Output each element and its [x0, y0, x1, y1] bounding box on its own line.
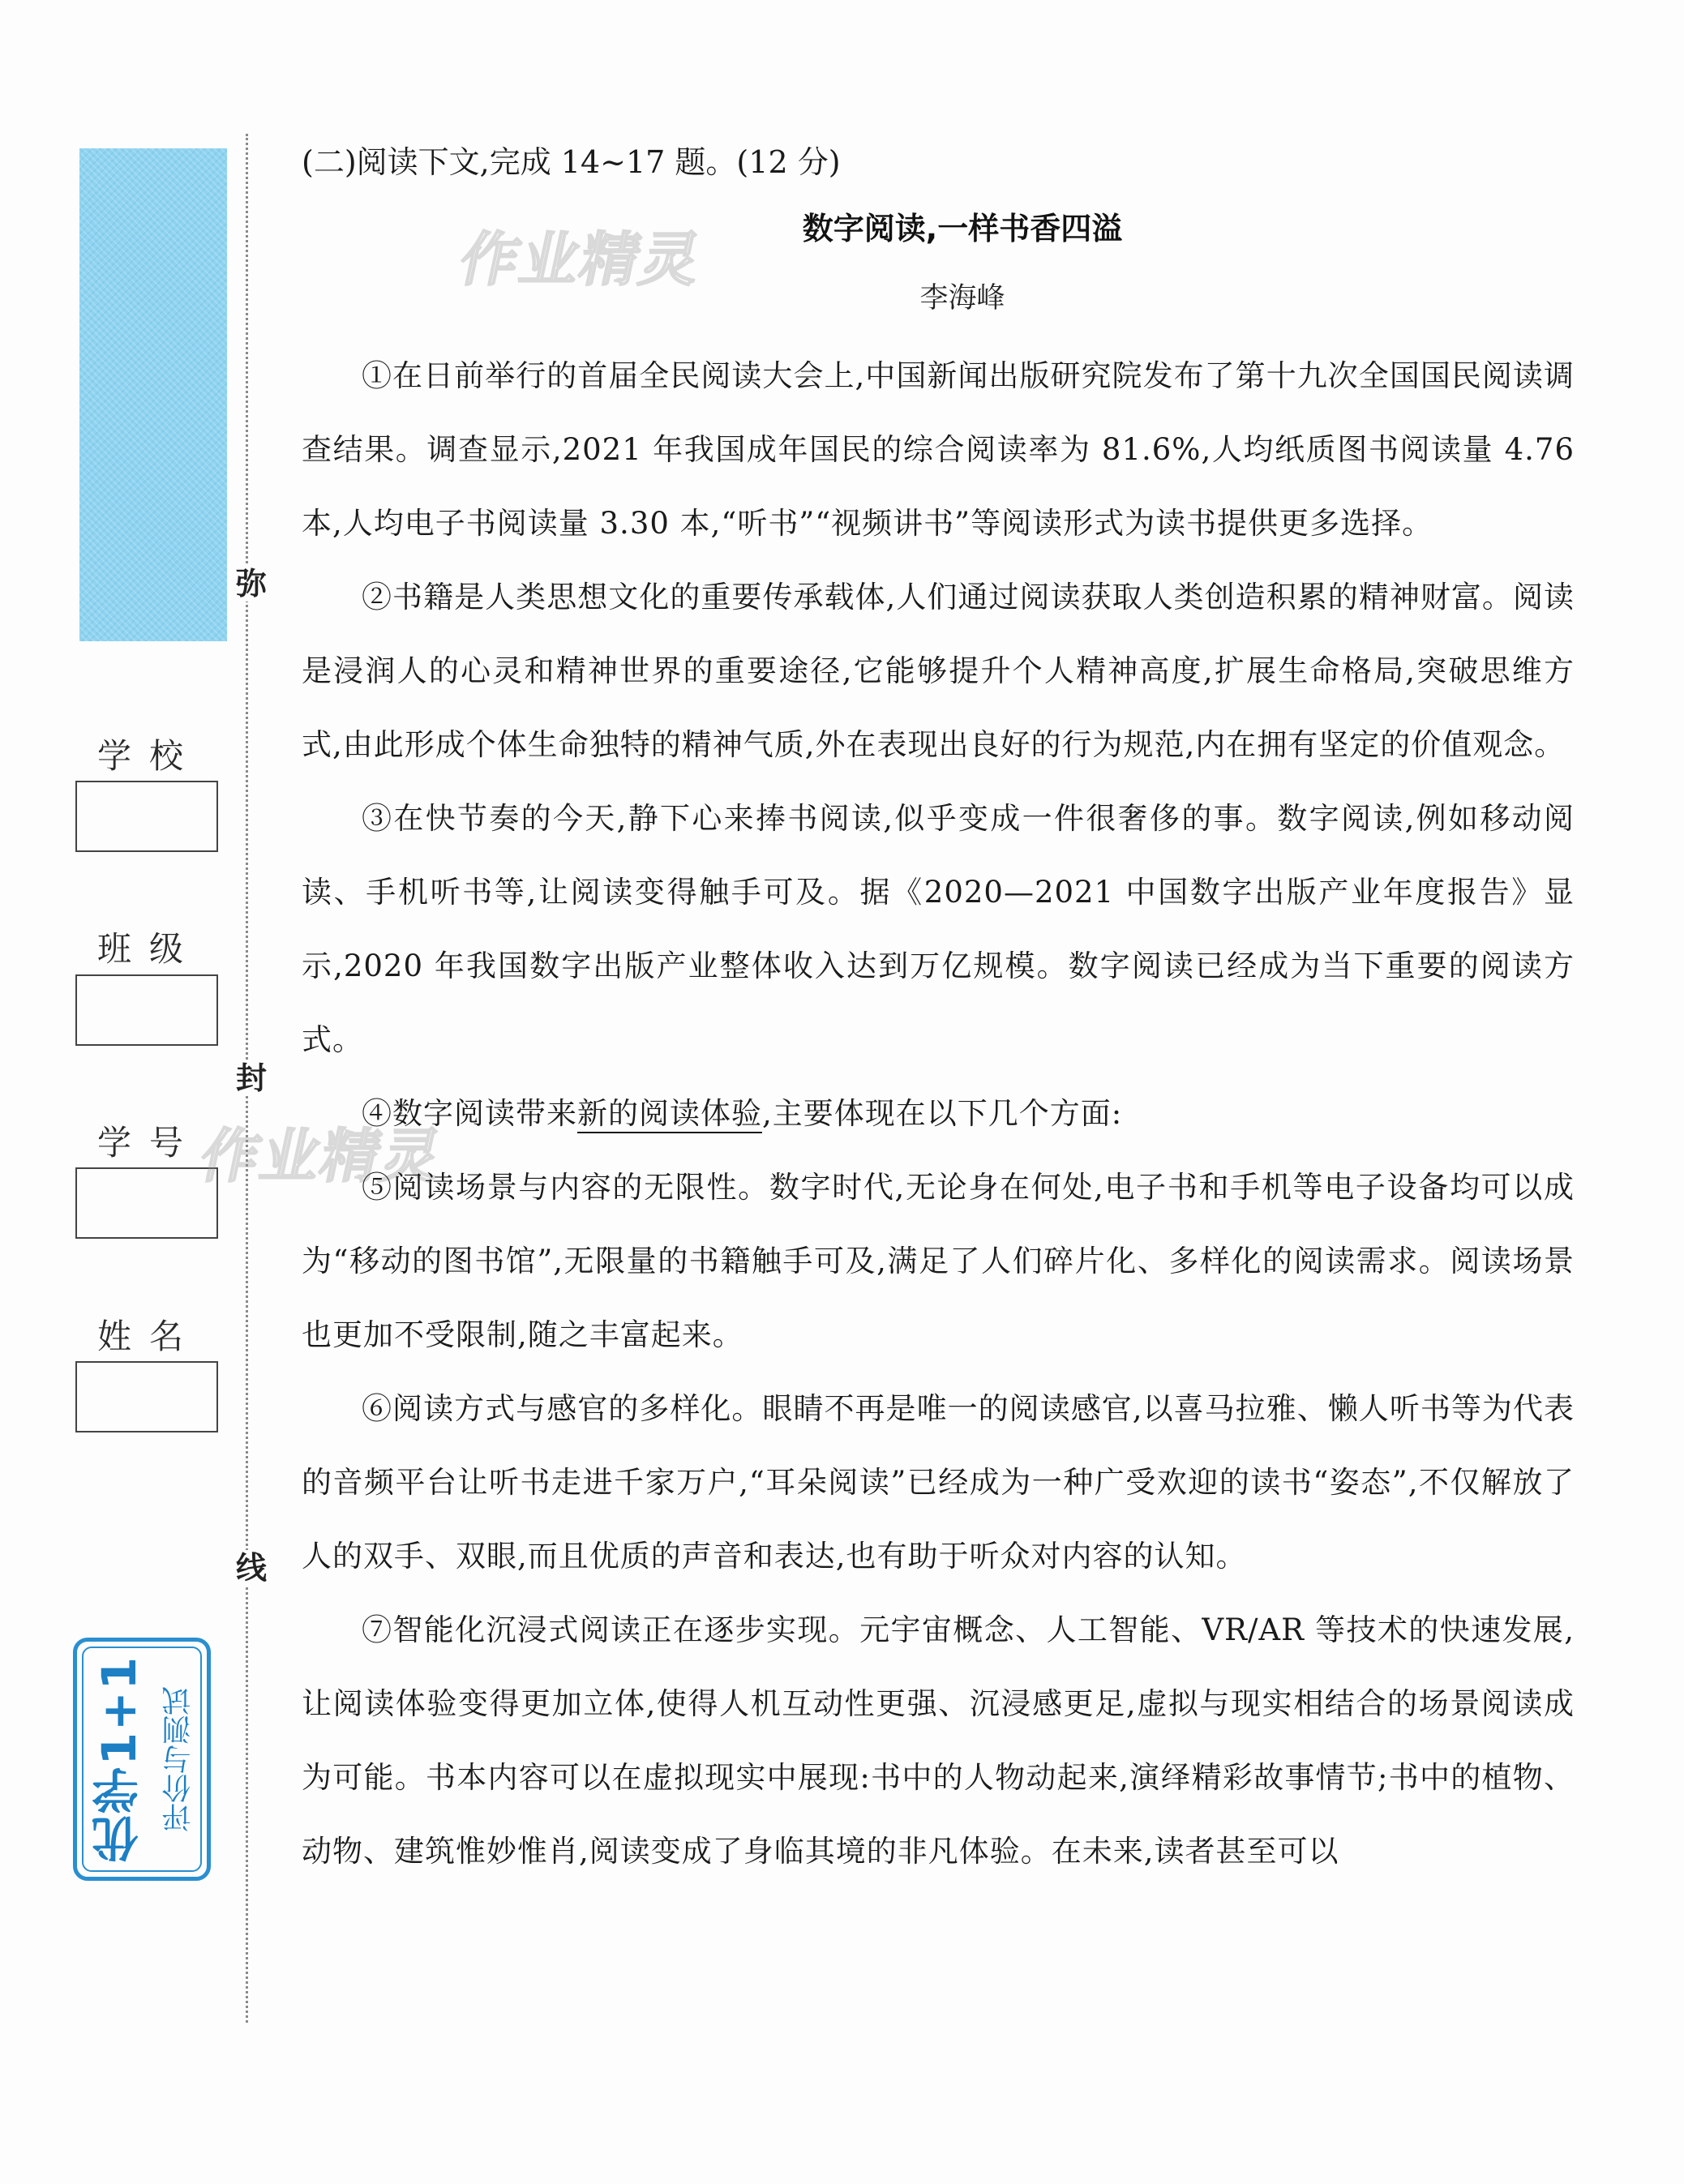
brand-main-text: 优学1+1 [91, 1655, 147, 1863]
brand-logo [73, 1638, 211, 1881]
brand-sub-text: 评价与测试 [161, 1686, 195, 1832]
paragraph-6: ⑥阅读方式与感官的多样化。眼睛不再是唯一的阅读感官,以喜马拉雅、懒人听书等为代表的音频平台让听书走进千家万户,“耳朵阅读”已经成为一种广受欢迎的读书“姿态”,不仅解放了人的双手、双眼,而且优质的声音和表达,也有助于听众对内容的认知。 [302, 1391, 1575, 1574]
paragraph-7: ⑦智能化沉浸式阅读正在逐步实现。元宇宙概念、人工智能、VR/AR 等技术的快速发展,让阅读体验变得更加立体,使得人机互动性更强、沉浸感更足,虚拟与现实相结合的场景阅读成为可能。书本内容可以在虚拟现实中展现:书中的人物动起来,演绎精彩故事情节;书中的植物、动物、建筑惟妙惟肖,阅读变成了身临其境的非凡体验。在未来,读者甚至可以 [302, 1612, 1575, 1869]
section-heading: (二)阅读下文,完成 14~17 题。(12 分) [302, 144, 841, 180]
binding-color-block [79, 148, 227, 641]
class-input-box[interactable] [75, 974, 218, 1046]
student-number-label: 学号 [97, 1123, 202, 1163]
reading-passage [302, 138, 1575, 1888]
paragraph-4-suffix: ,主要体现在以下几个方面: [762, 1096, 1123, 1131]
seal-char-feng: 封 [234, 1060, 269, 1096]
paragraph-4 [302, 1077, 1575, 1150]
name-label: 姓名 [97, 1317, 202, 1356]
paragraph-1: ①在日前举行的首届全民阅读大会上,中国新闻出版研究院发布了第十九次全国国民阅读调查结果。调查显示,2021 年我国成年国民的综合阅读率为 81.6%,人均纸质图书阅读量 4.76 本,人均电子书阅读量 3.30 本,“听书”“视频讲书”等阅读形式为读书提供更多选择。 [302, 358, 1575, 541]
paragraph-3: ③在快节奏的今天,静下心来捧书阅读,似乎变成一件很奢侈的事。数字阅读,例如移动阅读、手机听书等,让阅读变得触手可及。据《2020—2021 中国数字出版产业年度报告》显示,2020 年我国数字出版产业整体收入达到万亿规模。数字阅读已经成为当下重要的阅读方式。 [302, 801, 1575, 1057]
name-input-box[interactable] [75, 1361, 218, 1432]
seal-char-mi: 弥 [234, 566, 269, 602]
watermark-middle: 作业精灵 [194, 1122, 449, 1190]
underlined-phrase: 新的阅读体验 [577, 1096, 762, 1131]
paragraph-4-prefix: ④数字阅读带来 [362, 1096, 577, 1131]
paragraph-5: ⑤阅读场景与内容的无限性。数字时代,无论身在何处,电子书和手机等电子设备均可以成为“移动的图书馆”,无限量的书籍触手可及,满足了人们碎片化、多样化的阅读需求。阅读场景也更加不受限制,随之丰富起来。 [302, 1170, 1575, 1352]
seal-char-xian: 线 [234, 1550, 269, 1586]
article-author: 李海峰 [919, 282, 1005, 315]
article-title: 数字阅读,一样书香四溢 [802, 211, 1123, 246]
class-label: 班级 [97, 929, 202, 969]
school-input-box[interactable] [75, 781, 218, 852]
school-label: 学校 [97, 736, 202, 776]
brand-logo-text [77, 1642, 207, 1877]
paragraph-2: ②书籍是人类思想文化的重要传承载体,人们通过阅读获取人类创造积累的精神财富。阅读是浸润人的心灵和精神世界的重要途径,它能够提升个人精神高度,扩展生命格局,突破思维方式,由此形成个体生命独特的精神气质,外在表现出良好的行为规范,内在拥有坚定的价值观念。 [302, 580, 1575, 762]
watermark-top: 作业精灵 [453, 225, 709, 293]
